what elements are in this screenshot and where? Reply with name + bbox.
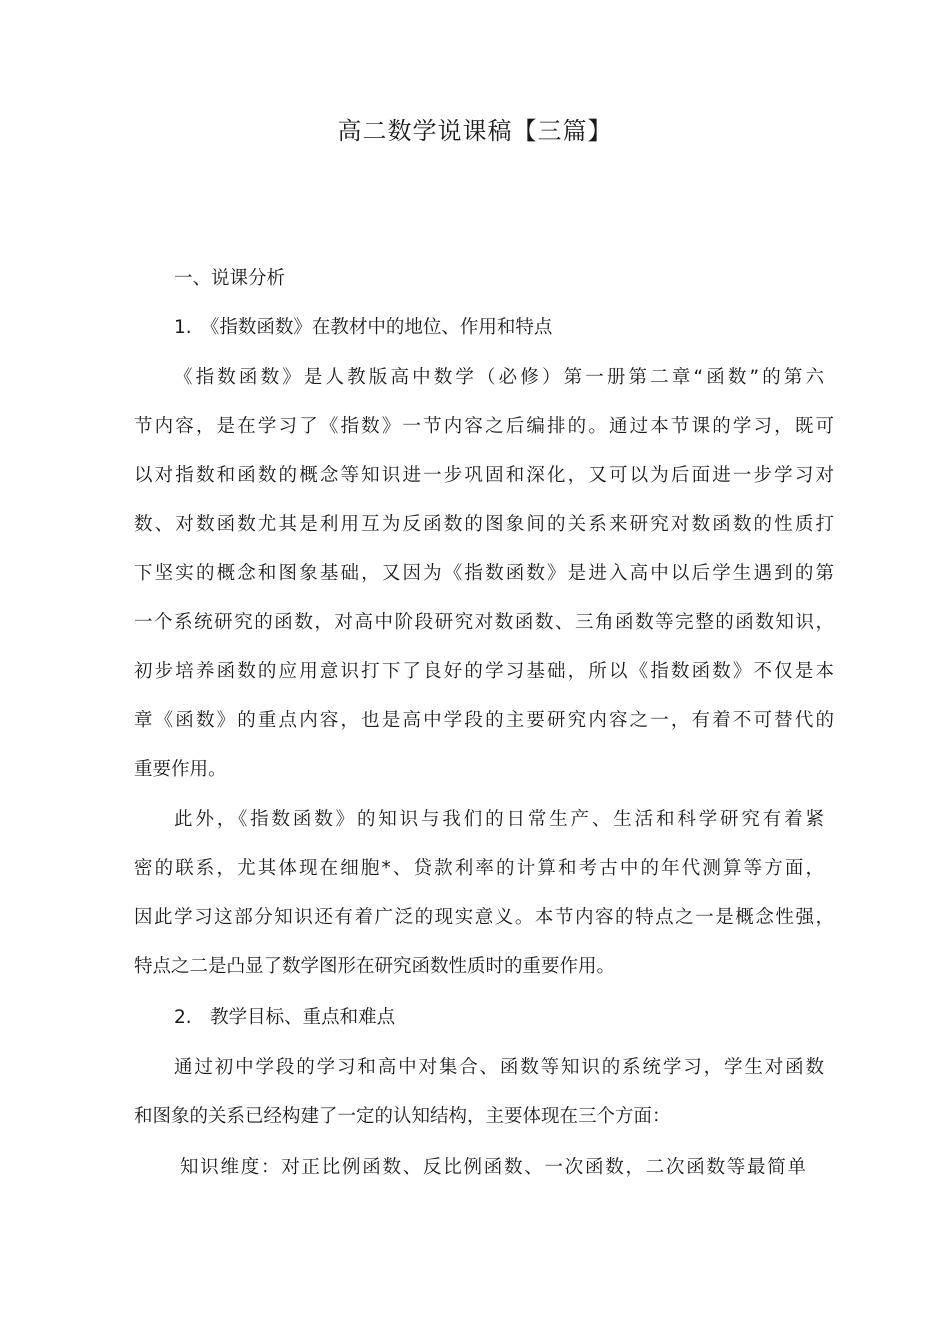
document-title: 高二数学说课稿【三篇】	[337, 117, 613, 145]
paragraph-line: 和图象的关系已经构建了一定的认知结构，主要体现在三个方面：	[134, 1106, 671, 1127]
subsection-heading: 1. 《指数函数》在教材中的地位、作用和特点	[174, 317, 553, 338]
paragraph-line: 因此学习这部分知识还有着广泛的现实意义。本节内容的特点之一是概念性强，	[134, 907, 834, 928]
paragraph-line: 此外，《指数函数》的知识与我们的日常生产、生活和科学研究有着紧	[174, 809, 824, 830]
paragraph-line: 数、对数函数尤其是利用互为反函数的图象间的关系来研究对数函数的性质打	[134, 514, 834, 535]
paragraph-line: 通过初中学段的学习和高中对集合、函数等知识的系统学习，学生对函数	[174, 1057, 824, 1078]
paragraph-line: 一个系统研究的函数，对高中阶段研究对数函数、三角函数等完整的函数知识，	[134, 612, 834, 633]
paragraph-line: 初步培养函数的应用意识打下了良好的学习基础，所以《指数函数》不仅是本	[134, 661, 834, 682]
paragraph-line: 节内容，是在学习了《指数》一节内容之后编排的。通过本节课的学习，既可	[134, 416, 834, 437]
paragraph-line: 以对指数和函数的概念等知识进一步巩固和深化，又可以为后面进一步学习对	[134, 465, 834, 486]
subsection-heading: 2. 教学目标、重点和难点	[174, 1007, 396, 1028]
section-heading: 一、说课分析	[174, 268, 286, 289]
paragraph-line: 重要作用。	[134, 759, 227, 780]
document-body	[134, 0, 834, 1344]
paragraph-line: 密的联系，尤其体现在细胞*、贷款利率的计算和考古中的年代测算等方面，	[134, 858, 824, 879]
paragraph-line: 下坚实的概念和图象基础，又因为《指数函数》是进入高中以后学生遇到的第	[134, 563, 834, 584]
paragraph-line: 《指数函数》是人教版高中数学（必修）第一册第二章“函数”的第六	[174, 367, 824, 388]
paragraph-line: 特点之二是凸显了数学图形在研究函数性质时的重要作用。	[134, 956, 616, 977]
paragraph-line: 知识维度：对正比例函数、反比例函数、一次函数，二次函数等最简单	[180, 1157, 806, 1178]
paragraph-line: 章《函数》的重点内容，也是高中学段的主要研究内容之一，有着不可替代的	[134, 710, 834, 731]
